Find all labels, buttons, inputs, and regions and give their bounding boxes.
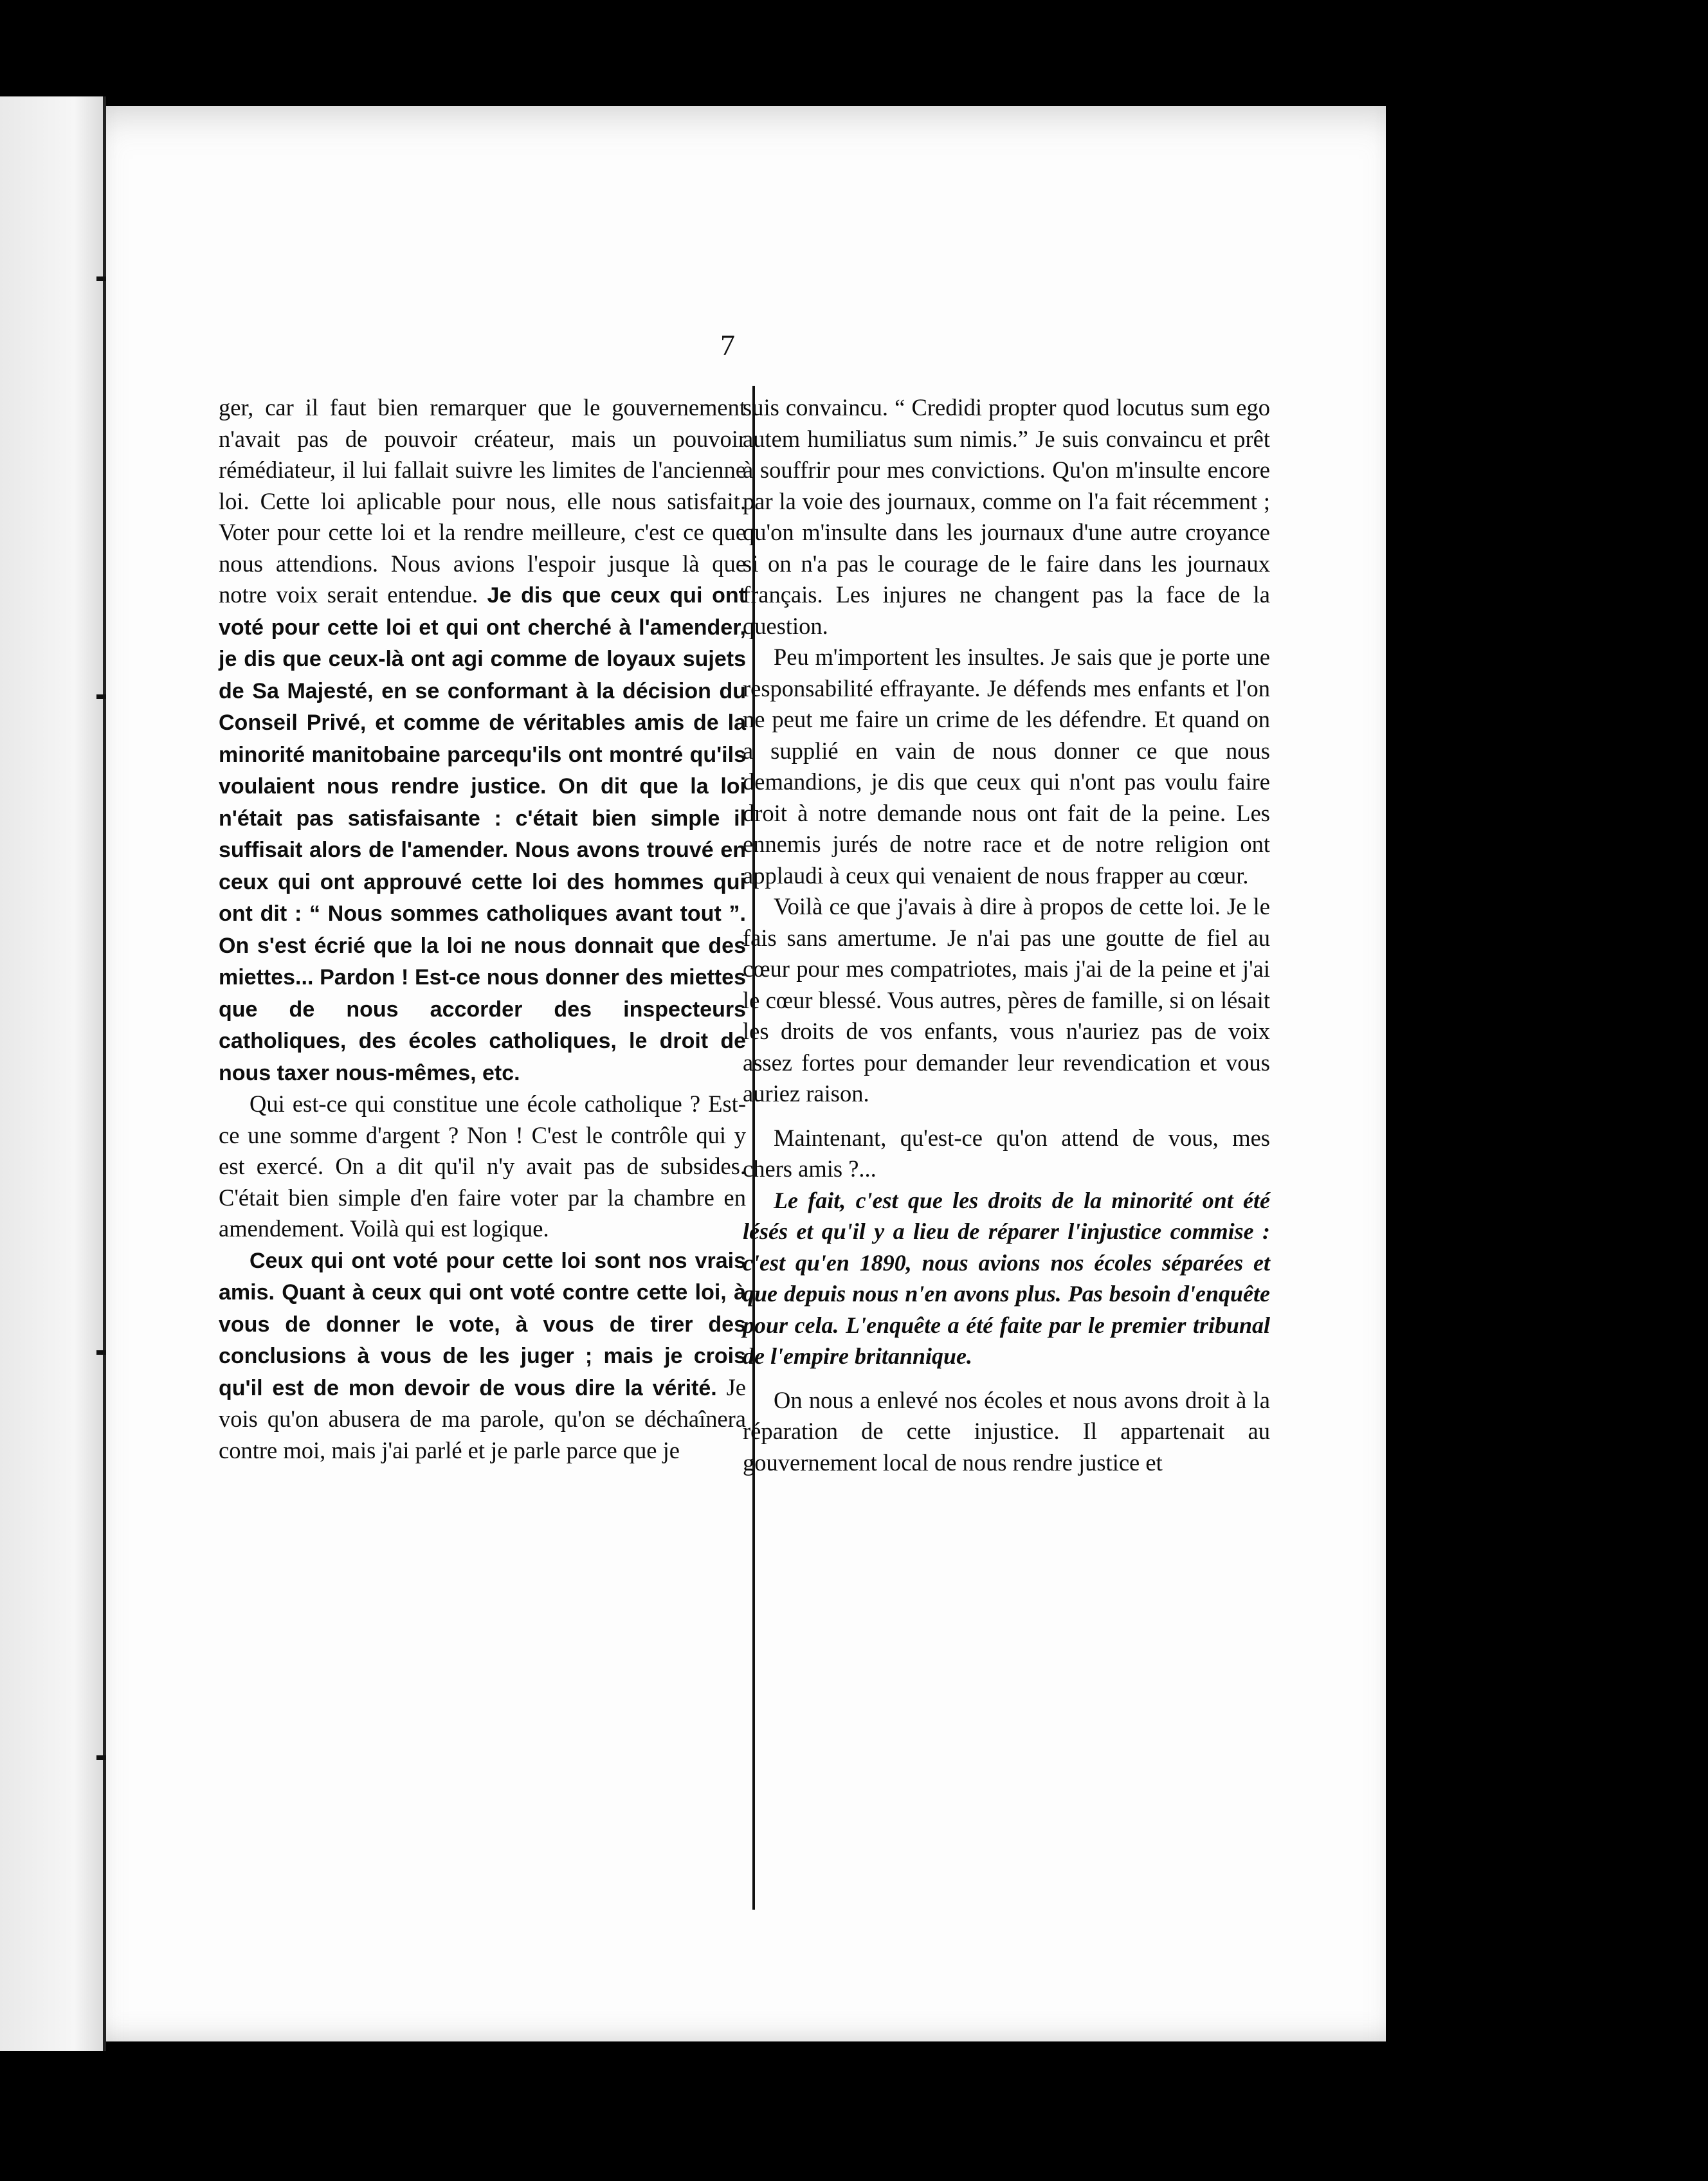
text-run: Ceux qui ont voté pour cette loi sont nos vrais amis. Quant à ceux qui ont voté contre cette loi, à vous de donner le vote, à vous de tirer des conclusions à vous de les juger ; mais je crois qu'il est de mon devoir de vous dire la vérité. [219, 1248, 746, 1400]
paragraph [743, 642, 1270, 891]
text-run: Qui est-ce qui constitue une école catholique ? Est-ce une somme d'argent ? Non ! C'est le contrôle qui y est exercé. On a dit qu'il n'y avait pas de subsides. C'était bien simple d'en faire voter par la chambre en amendement. Voilà qui est logique. [219, 1090, 746, 1242]
right-column [743, 392, 1270, 1478]
text-run: Voilà ce que j'avais à dire à propos de cette loi. Je le fais sans amertume. Je n'ai pas une goutte de fiel au cœur pour mes compatriotes, mais j'ai de la peine et j'ai le cœur blessé. Vous autres, pères de famille, si on lésait les droits de vos enfants, vous n'auriez pas de voix assez fortes pour demander leur revendication et vous auriez raison. [743, 893, 1270, 1107]
text-run: suis convaincu. “ Credidi propter quod locutus sum ego autem humiliatus sum nimis.” Je suis convaincu et prêt à souffrir pour mes convictions. Qu'on m'insulte encore par la voie des journaux, comme on l'a fait récemment ; qu'on m'insulte dans les journaux d'une autre croyance si on n'a pas le courage de le faire dans les journaux français. Les injures ne changent pas la face de la question. [743, 394, 1270, 639]
paragraph [743, 1385, 1270, 1479]
text-run: Le fait, c'est que les droits de la minorité ont été lésés et qu'il y a lieu de réparer l'injustice commise : c'est qu'en 1890, nous avions nos écoles séparées et que depuis nous n'en avons plus. Pas besoin d'enquête pour cela. L'enquête a été faite par le premier tribunal de l'empire britannique. [743, 1187, 1270, 1369]
paragraph [743, 891, 1270, 1110]
paragraph [743, 1123, 1270, 1185]
page-number: 7 [720, 329, 735, 361]
text-run: ger, car il faut bien remarquer que le gouvernement n'avait pas de pouvoir créateur, mais un pouvoir rémédiateur, il lui fallait suivre les limites de l'ancienne loi. Cette loi aplicable pour nous, elle nous satisfait. Voter pour cette loi et la rendre meilleure, c'est ce que nous attendions. Nous avions l'espoir jusque là que notre voix serait entendue. [219, 394, 746, 608]
facing-page-edge [0, 96, 106, 2051]
paragraph [219, 1245, 746, 1467]
paragraph [743, 392, 1270, 642]
paragraph [743, 1185, 1270, 1372]
text-run: On nous a enlevé nos écoles et nous avons droit à la réparation de cette injustice. Il appartenait au gouvernement local de nous rendre justice et [743, 1386, 1270, 1476]
text-run: Maintenant, qu'est-ce qu'on attend de vous, mes chers amis ?... [743, 1124, 1270, 1182]
paragraph [219, 392, 746, 1089]
text-run: Peu m'importent les insultes. Je sais que je porte une responsabilité effrayante. Je défends mes enfants et l'on ne peut me faire un crime de les défendre. Et quand on a supplié en vain de nous donner ce que nous demandions, je dis que ceux qui n'ont pas voulu faire droit à notre demande nous ont fait de la peine. Les ennemis jurés de notre race et de notre religion ont applaudi à ceux qui venaient de nous frapper au cœur. [743, 644, 1270, 889]
text-run: Je vois qu'on abusera de ma parole, qu'on se déchaînera contre moi, mais j'ai parlé et je parle parce que je [219, 1373, 746, 1463]
text-run: Je dis que ceux qui ont voté pour cette loi et qui ont cherché à l'amender, je dis que ceux-là ont agi comme de loyaux sujets de Sa Majesté, en se conformant à la décision du Conseil Privé, et comme de véritables amis de la minorité manitobaine parcequ'ils ont montré qu'ils voulaient nous rendre justice. On dit que la loi n'était pas satisfaisante : c'était bien simple il suffisait alors de l'amender. Nous avons trouvé en ceux qui ont approuvé cette loi des hommes qui ont dit : “ Nous sommes catholiques avant tout ”. On s'est écrié que la loi ne nous donnait que des miettes... Pardon ! Est-ce nous donner des miettes que de nous accorder des inspecteurs catholiques, des écoles catholiques, le droit de nous taxer nous-mêmes, etc. [219, 583, 746, 1085]
left-column [219, 392, 746, 1466]
paragraph [219, 1089, 746, 1245]
